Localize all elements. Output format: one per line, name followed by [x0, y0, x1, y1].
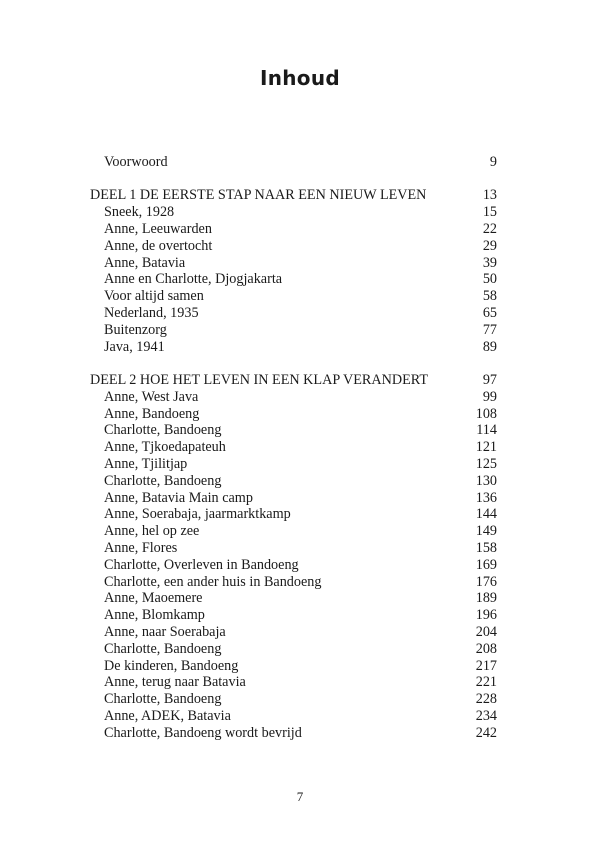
- toc-entry-title: Anne, de overtocht: [104, 237, 213, 254]
- toc-entry-page: 15: [482, 204, 497, 221]
- page-title: Inhoud: [259, 66, 340, 90]
- toc-part-title: DEEL 1 DE EERSTE STAP NAAR EEN NIEUW LEVEN: [90, 187, 427, 204]
- toc-entry: [90, 322, 497, 339]
- toc-entry: [90, 439, 497, 456]
- toc-entry-page: 39: [482, 254, 497, 271]
- toc-entry: [90, 590, 497, 607]
- table-of-contents: [90, 154, 497, 741]
- toc-entry-page: 208: [475, 640, 497, 657]
- toc-entry-page: 204: [475, 623, 497, 640]
- section-spacer: [90, 171, 497, 188]
- toc-entry-page: 108: [475, 405, 497, 422]
- toc-entry: [90, 271, 497, 288]
- toc-entry-page: 58: [482, 288, 497, 305]
- toc-entry: [90, 708, 497, 725]
- toc-entry: [90, 473, 497, 490]
- toc-entry-page: 234: [475, 707, 497, 724]
- toc-entry-page: 77: [482, 321, 497, 338]
- toc-entry-page: 89: [482, 338, 497, 355]
- toc-entry: [90, 658, 497, 675]
- toc-entry: [90, 574, 497, 591]
- toc-part-2-heading: [90, 372, 497, 389]
- toc-part-1-chapters: [90, 204, 497, 355]
- toc-entry: [90, 288, 497, 305]
- toc-entry-title: Java, 1941: [104, 338, 165, 355]
- toc-entry-page: 65: [482, 304, 497, 321]
- toc-entry: [90, 221, 497, 238]
- toc-entry-page: 158: [475, 539, 497, 556]
- toc-entry: [90, 557, 497, 574]
- toc-entry-title: De kinderen, Bandoeng: [104, 657, 239, 674]
- toc-entry-title: Anne, terug naar Batavia: [104, 674, 246, 691]
- toc-entry-title: Charlotte, Bandoeng: [104, 422, 222, 439]
- toc-entry-page: 114: [476, 422, 497, 439]
- toc-entry: [90, 339, 497, 356]
- toc-entry-title: Anne, hel op zee: [104, 523, 200, 540]
- toc-entry: [90, 490, 497, 507]
- toc-entry: [90, 540, 497, 557]
- toc-entry-title: Charlotte, Bandoeng: [104, 472, 222, 489]
- toc-entry-title: Anne, Bandoeng: [104, 405, 200, 422]
- toc-entry-title: Charlotte, Bandoeng: [104, 640, 222, 657]
- toc-entry-title: Voor altijd samen: [104, 288, 204, 305]
- toc-entry: [90, 238, 497, 255]
- toc-entry-page: 217: [475, 657, 497, 674]
- toc-entry-page: 121: [475, 439, 497, 456]
- toc-entry-title: Charlotte, een ander huis in Bandoeng: [104, 573, 322, 590]
- toc-part-1-heading: [90, 187, 497, 204]
- toc-entry: [90, 674, 497, 691]
- toc-entry: [90, 624, 497, 641]
- toc-part-page: 97: [482, 371, 497, 388]
- toc-entry-page: 130: [475, 472, 497, 489]
- toc-entry-title: Anne, Leeuwarden: [104, 220, 212, 237]
- toc-entry-page: 125: [475, 455, 497, 472]
- toc-entry: [90, 456, 497, 473]
- toc-entry-page: 189: [475, 590, 497, 607]
- toc-entry: [90, 523, 497, 540]
- toc-part-2-chapters: [90, 389, 497, 742]
- toc-entry-page: 149: [475, 523, 497, 540]
- toc-entry-title: Anne en Charlotte, Djogjakarta: [104, 271, 283, 288]
- toc-entry-page: 176: [475, 573, 497, 590]
- toc-entry: [90, 305, 497, 322]
- toc-entry: [90, 204, 497, 221]
- toc-entry-title: Anne, ADEK, Batavia: [104, 707, 231, 724]
- toc-entry-title: Charlotte, Bandoeng wordt bevrijd: [104, 724, 302, 741]
- toc-entry-page: 196: [475, 607, 497, 624]
- toc-entry-page: 144: [475, 506, 497, 523]
- toc-entry-page: 99: [482, 388, 497, 405]
- toc-entry-title: Anne, Batavia Main camp: [104, 489, 253, 506]
- toc-entry-title: Anne, Tjilitjap: [104, 455, 188, 472]
- toc-part-page: 13: [482, 187, 497, 204]
- toc-entry-preface: [90, 154, 497, 171]
- toc-entry-page: 50: [482, 271, 497, 288]
- toc-entry: [90, 506, 497, 523]
- toc-entry-title: Anne, Soerabaja, jaarmarktkamp: [104, 506, 291, 523]
- toc-entry-page: 9: [489, 154, 497, 170]
- toc-entry-page: 221: [475, 674, 497, 691]
- toc-entry: [90, 406, 497, 423]
- toc-entry-title: Anne, naar Soerabaja: [104, 623, 226, 640]
- toc-entry-page: 228: [475, 691, 497, 708]
- toc-entry-title: Anne, Batavia: [104, 254, 186, 271]
- toc-entry-page: 22: [482, 220, 497, 237]
- toc-entry: [90, 607, 497, 624]
- toc-entry-title: Sneek, 1928: [104, 204, 175, 221]
- toc-entry-title: Anne, Maoemere: [104, 590, 203, 607]
- toc-entry-page: 29: [482, 237, 497, 254]
- toc-entry-title: Voorwoord: [104, 154, 168, 170]
- toc-entry: [90, 641, 497, 658]
- toc-entry: [90, 422, 497, 439]
- toc-entry-title: Charlotte, Bandoeng: [104, 691, 222, 708]
- toc-entry-title: Buitenzorg: [104, 321, 167, 338]
- page-number: 7: [296, 789, 304, 804]
- toc-entry-title: Anne, Blomkamp: [104, 607, 205, 624]
- toc-entry-page: 136: [475, 489, 497, 506]
- toc-entry: [90, 691, 497, 708]
- toc-part-title: DEEL 2 HOE HET LEVEN IN EEN KLAP VERANDERT: [90, 371, 429, 388]
- toc-entry-page: 242: [475, 724, 497, 741]
- toc-entry-title: Nederland, 1935: [104, 304, 199, 321]
- toc-entry-title: Anne, Flores: [104, 539, 178, 556]
- toc-entry: [90, 255, 497, 272]
- toc-entry: [90, 725, 497, 742]
- toc-entry-title: Anne, West Java: [104, 388, 199, 405]
- toc-entry: [90, 389, 497, 406]
- toc-entry-title: Anne, Tjkoedapateuh: [104, 439, 226, 456]
- toc-entry-page: 169: [475, 556, 497, 573]
- section-spacer: [90, 355, 497, 372]
- toc-entry-title: Charlotte, Overleven in Bandoeng: [104, 556, 299, 573]
